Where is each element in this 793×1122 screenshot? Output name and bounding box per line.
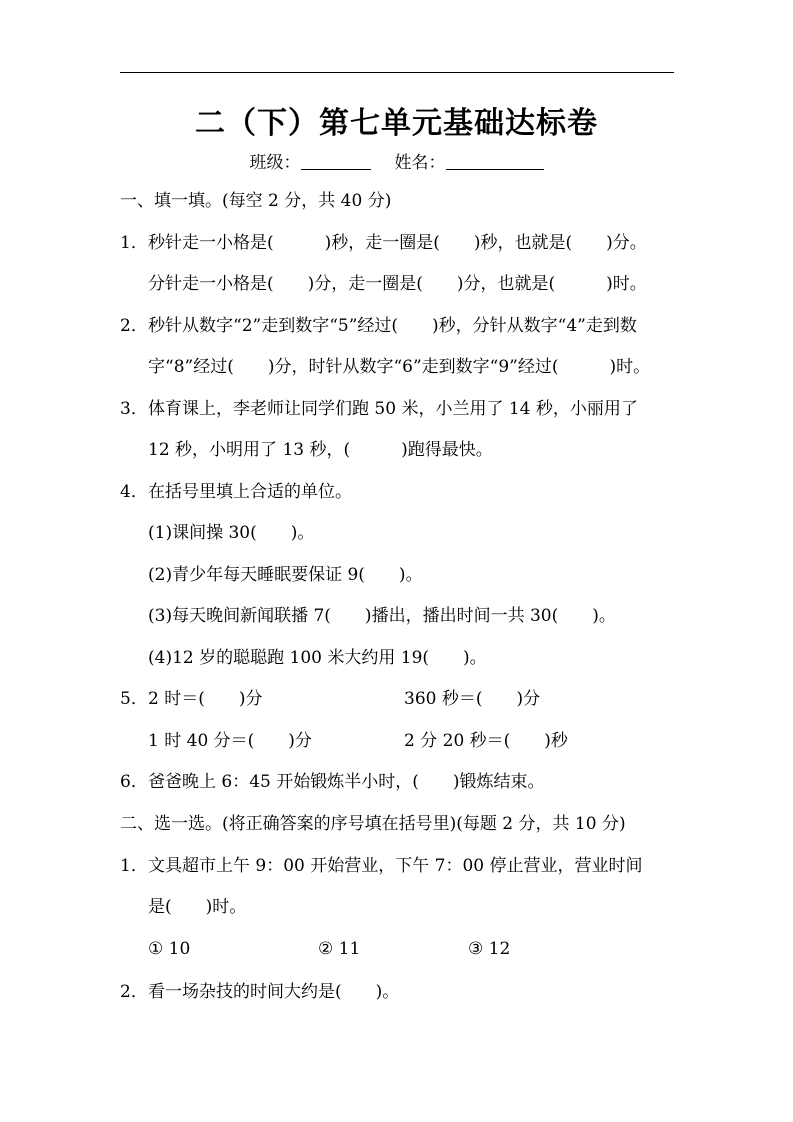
question-number: 6．: [120, 772, 148, 792]
question-number: 4．: [120, 482, 148, 502]
s1-q4-item2: (2)青少年每天睡眠要保证 9( )。: [148, 565, 423, 585]
option-3[interactable]: ③ 12: [468, 939, 511, 959]
question-text: 秒针走一小格是( )秒，走一圈是( )秒，也就是( )分。: [148, 233, 647, 253]
s1-q6-line1: [120, 771, 545, 793]
s1-q2-line2: 字“8”经过( )分，时针从数字“6”走到数字“9”经过( )时。: [148, 357, 651, 377]
question-number: 3．: [120, 399, 148, 419]
question-number: 1．: [120, 233, 148, 253]
top-rule: [120, 72, 674, 73]
question-text: 文具超市上午 9：00 开始营业，下午 7：00 停止营业，营业时间: [148, 856, 643, 876]
question-text: 秒针从数字“2”走到数字“5”经过( )秒，分针从数字“4”走到数: [148, 316, 637, 336]
question-text: 看一场杂技的时间大约是( )。: [148, 982, 400, 1002]
s1-q1-line2: 分针走一小格是( )分，走一圈是( )分，也就是( )时。: [148, 274, 647, 294]
question-number: 5．: [120, 689, 148, 709]
s1-q4-item3: (3)每天晚间新闻联播 7( )播出，播出时间一共 30( )。: [148, 606, 616, 626]
s2-q1-line1: [120, 855, 643, 877]
question-number: 2．: [120, 982, 148, 1002]
s2-q1-line2: 是( )时。: [148, 897, 247, 917]
option-2[interactable]: ② 11: [318, 939, 361, 959]
s1-q1-line1: [120, 232, 647, 254]
s1-q4-line1: [120, 481, 352, 503]
section1-heading: 一、填一填。(每空 2 分，共 40 分): [120, 191, 392, 211]
s1-q4-item1: (1)课间操 30( )。: [148, 523, 315, 543]
s1-q5-row2: [148, 730, 678, 752]
s1-q3-line2: 12 秒，小明用了 13 秒，( )跑得最快。: [148, 440, 493, 460]
page-title: 二（下）第七单元基础达标卷: [195, 106, 598, 141]
question-number: 2．: [120, 316, 148, 336]
section2-heading: 二、选一选。(将正确答案的序号填在括号里)(每题 2 分，共 10 分): [120, 814, 626, 834]
question-text: 在括号里填上合适的单位。: [148, 482, 352, 502]
s2-q2-line1: [120, 981, 399, 1003]
class-label: 班级：: [249, 153, 301, 173]
s1-q3-line1: [120, 398, 638, 420]
name-label: 姓名：: [394, 153, 446, 173]
student-info: [0, 148, 793, 173]
q5-d: 2 分 20 秒＝( )秒: [404, 731, 568, 751]
option-1[interactable]: ① 10: [148, 939, 191, 959]
question-text: 爸爸晚上 6：45 开始锻炼半小时，( )锻炼结束。: [148, 772, 545, 792]
q5-c: 1 时 40 分＝( )分: [148, 731, 312, 751]
name-blank[interactable]: [446, 153, 544, 170]
class-blank[interactable]: [301, 153, 371, 170]
question-number: 1．: [120, 856, 148, 876]
s1-q4-item4: (4)12 岁的聪聪跑 100 米大约用 19( )。: [148, 648, 487, 668]
q5-b: 360 秒＝( )分: [404, 689, 541, 709]
s1-q2-line1: [120, 315, 637, 337]
s1-q5-row1: [120, 688, 680, 710]
q5-a: 2 时＝( )分: [148, 689, 263, 709]
question-text: 体育课上，李老师让同学们跑 50 米，小兰用了 14 秒，小丽用了: [148, 399, 638, 419]
